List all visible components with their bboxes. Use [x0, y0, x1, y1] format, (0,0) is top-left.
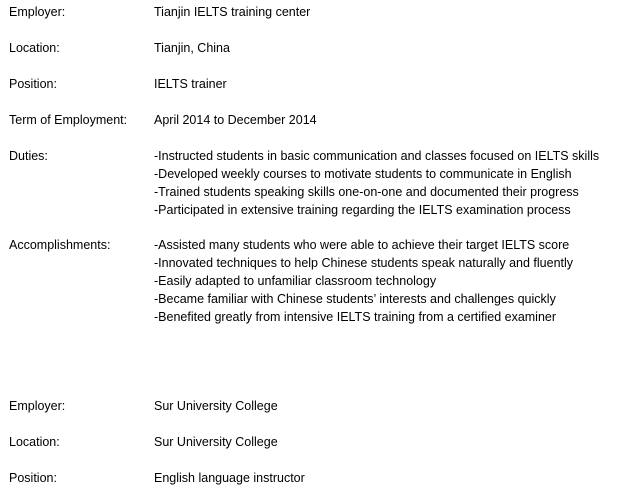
location-value: Sur University College [154, 435, 278, 449]
location-value: Tianjin, China [154, 41, 230, 55]
accomplishment-item: -Innovated techniques to help Chinese students speak naturally and fluently [154, 256, 574, 270]
job2-location-row [9, 433, 630, 451]
accomplishments-label: Accomplishments: [9, 238, 111, 252]
position-label: Position: [9, 77, 57, 91]
duties-label: Duties: [9, 149, 48, 163]
term-value: April 2014 to December 2014 [154, 113, 317, 127]
term-label: Term of Employment: [9, 113, 128, 127]
duty-item: -Instructed students in basic communication and classes focused on IELTS skills [154, 149, 600, 163]
job1-position-row [9, 75, 630, 93]
location-label: Location: [9, 41, 60, 55]
duty-item: -Developed weekly courses to motivate students to communicate in English [154, 167, 572, 181]
accomplishment-item: -Benefited greatly from intensive IELTS training from a certified examiner [154, 310, 557, 324]
employer-value: Sur University College [154, 399, 278, 413]
position-label: Position: [9, 471, 57, 485]
job2-employer-row [9, 397, 630, 415]
job2-position-row [9, 469, 630, 487]
duties-list [154, 147, 599, 219]
job1-accomplishments-row [9, 236, 630, 326]
duty-item: -Participated in extensive training regarding the IELTS examination process [154, 203, 571, 217]
duty-item: -Trained students speaking skills one-on-one and documented their progress [154, 185, 579, 199]
employer-value: Tianjin IELTS training center [154, 5, 311, 19]
employer-label: Employer: [9, 399, 66, 413]
employer-label: Employer: [9, 5, 66, 19]
job1-term-row [9, 111, 630, 129]
job1-location-row [9, 39, 630, 57]
position-value: English language instructor [154, 471, 305, 485]
location-label: Location: [9, 435, 60, 449]
accomplishment-item: -Easily adapted to unfamiliar classroom technology [154, 274, 437, 288]
job1-employer-row [9, 3, 630, 21]
position-value: IELTS trainer [154, 77, 227, 91]
accomplishment-item: -Assisted many students who were able to achieve their target IELTS score [154, 238, 570, 252]
accomplishments-list [154, 236, 573, 326]
accomplishment-item: -Became familiar with Chinese students’ interests and challenges quickly [154, 292, 556, 306]
job1-duties-row [9, 147, 630, 219]
